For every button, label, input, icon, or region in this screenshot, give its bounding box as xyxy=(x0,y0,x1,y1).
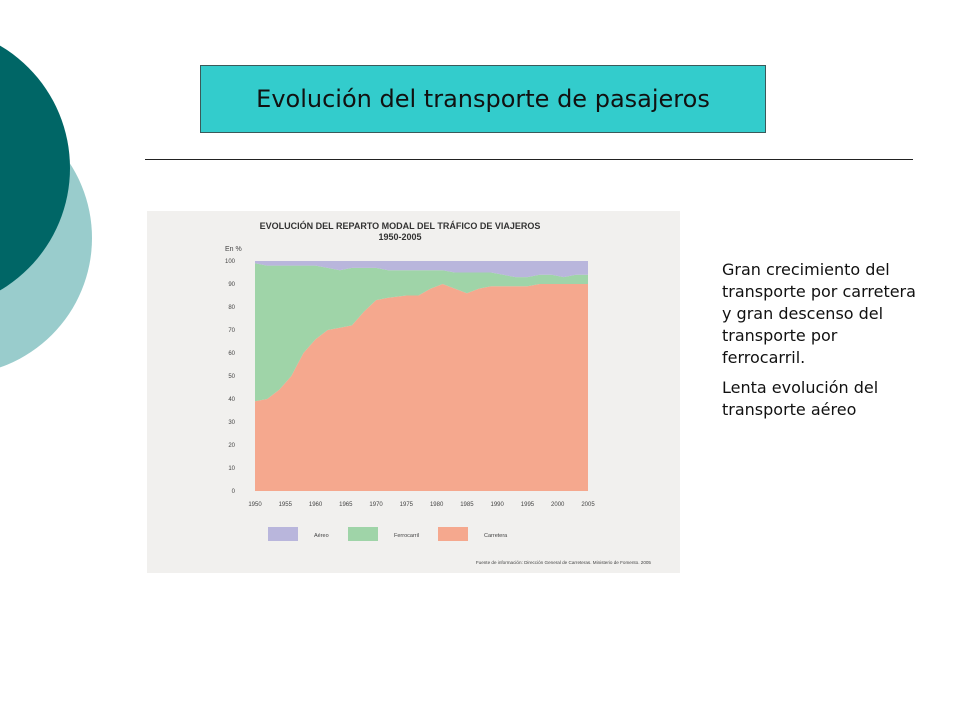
y-tick-label: 40 xyxy=(228,397,235,403)
legend-label-aereo: Aéreo xyxy=(314,533,329,539)
y-tick-label: 100 xyxy=(224,259,235,265)
x-tick-label: 2005 xyxy=(581,502,595,508)
y-tick-label: 10 xyxy=(228,466,235,472)
x-tick-label: 1985 xyxy=(460,502,474,508)
y-tick-labels xyxy=(225,259,236,495)
note-road-rail: Gran crecimiento del transporte por carretera y gran descenso del transporte por ferrocarril. xyxy=(722,260,916,367)
legend-label-carretera: Carretera xyxy=(484,533,508,539)
slide-title: Evolución del transporte de pasajeros xyxy=(256,85,710,113)
y-tick-label: 20 xyxy=(228,443,235,449)
legend-swatch-aereo xyxy=(268,527,298,541)
y-tick-label: 0 xyxy=(231,489,235,495)
x-tick-label: 1960 xyxy=(308,502,323,508)
note-air: Lenta evolución del transporte aéreo xyxy=(722,378,879,419)
chart-panel xyxy=(147,211,680,573)
x-tick-label: 1995 xyxy=(520,502,535,508)
x-tick-label: 1990 xyxy=(490,502,504,508)
x-tick-label: 1950 xyxy=(248,502,262,508)
chart-legend xyxy=(268,527,508,541)
y-tick-label: 30 xyxy=(228,420,235,426)
y-tick-label: 50 xyxy=(228,374,235,380)
chart-title: EVOLUCIÓN DEL REPARTO MODAL DEL TRÁFICO DE VIAJEROS xyxy=(259,221,541,231)
decorative-circles xyxy=(0,0,120,400)
x-tick-label: 1965 xyxy=(339,502,353,508)
chart-subtitle: 1950-2005 xyxy=(378,232,422,242)
legend-label-ferrocarril: Ferrocarril xyxy=(394,533,420,539)
y-tick-label: 70 xyxy=(228,328,235,334)
y-tick-label: 60 xyxy=(228,351,235,357)
x-tick-label: 1975 xyxy=(399,502,414,508)
legend-swatch-ferrocarril xyxy=(348,527,378,541)
slide-notes xyxy=(722,259,922,429)
x-tick-label: 1955 xyxy=(278,502,292,508)
x-tick-label: 1980 xyxy=(429,502,444,508)
y-axis-label: En % xyxy=(225,246,242,253)
x-tick-label: 1970 xyxy=(369,502,383,508)
plot-area xyxy=(255,261,588,491)
y-tick-label: 90 xyxy=(228,282,235,288)
y-tick-label: 80 xyxy=(228,305,235,311)
title-banner xyxy=(200,65,766,133)
chart-source: Fuente de información: Dirección General de Carreteras. Ministerio de Fomento. 2005 xyxy=(475,560,651,565)
x-tick-label: 2000 xyxy=(551,502,565,508)
title-divider xyxy=(145,159,913,160)
x-tick-labels xyxy=(248,502,595,508)
modal-share-chart xyxy=(147,211,680,573)
legend-swatch-carretera xyxy=(438,527,468,541)
